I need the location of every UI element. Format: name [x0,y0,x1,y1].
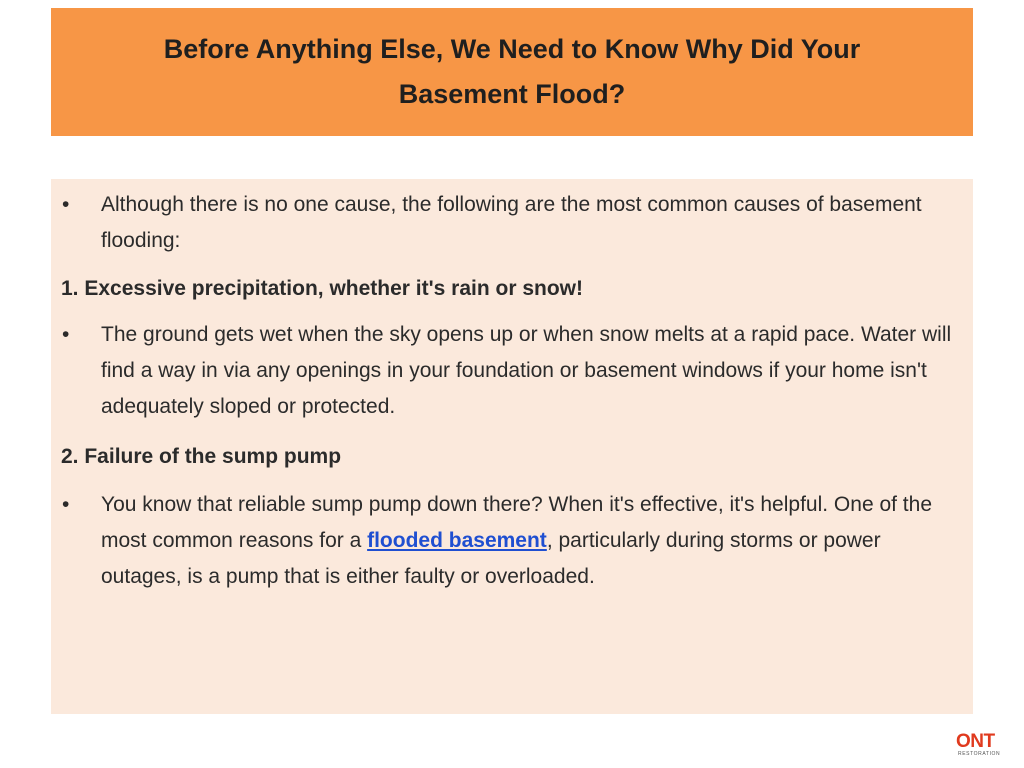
bullet-dot-icon: • [62,493,70,516]
bullet-item-precipitation [61,317,959,425]
title-banner [51,8,973,136]
flooded-basement-link[interactable]: flooded basement [367,529,547,552]
bullet-dot-icon: • [62,323,70,346]
bullet-text-after-link: , particularly during storms or power outages, is a pump that is either faulty or overloaded. [101,529,881,588]
bullet-text-before-link: You know that reliable sump pump down there? When it's effective, it's helpful. One of the most common reasons for a [101,493,932,552]
logo-tagline: RESTORATION [958,751,1001,757]
bullet-item-sump-pump [61,487,959,595]
bullet-text: Although there is no one cause, the following are the most common causes of basement flooding: [101,193,922,252]
bullet-text [101,487,959,595]
logo-wordmark: ONT [956,731,995,752]
bullet-text: The ground gets wet when the sky opens up or when snow melts at a rapid pace. Water will find a way in via any openings in your foundation or basement windows if your home isn't adequately sloped or protected. [101,323,952,418]
ont-restoration-logo [956,732,1002,760]
slide-title: Before Anything Else, We Need to Know Why Did Your Basement Flood? [163,34,861,109]
content-panel [51,179,973,714]
section-heading-sump-pump: 2. Failure of the sump pump [61,445,342,468]
section-heading-precipitation: 1. Excessive precipitation, whether it's rain or snow! [61,277,583,300]
bullet-item-intro [61,187,959,259]
bullet-dot-icon: • [62,193,70,216]
